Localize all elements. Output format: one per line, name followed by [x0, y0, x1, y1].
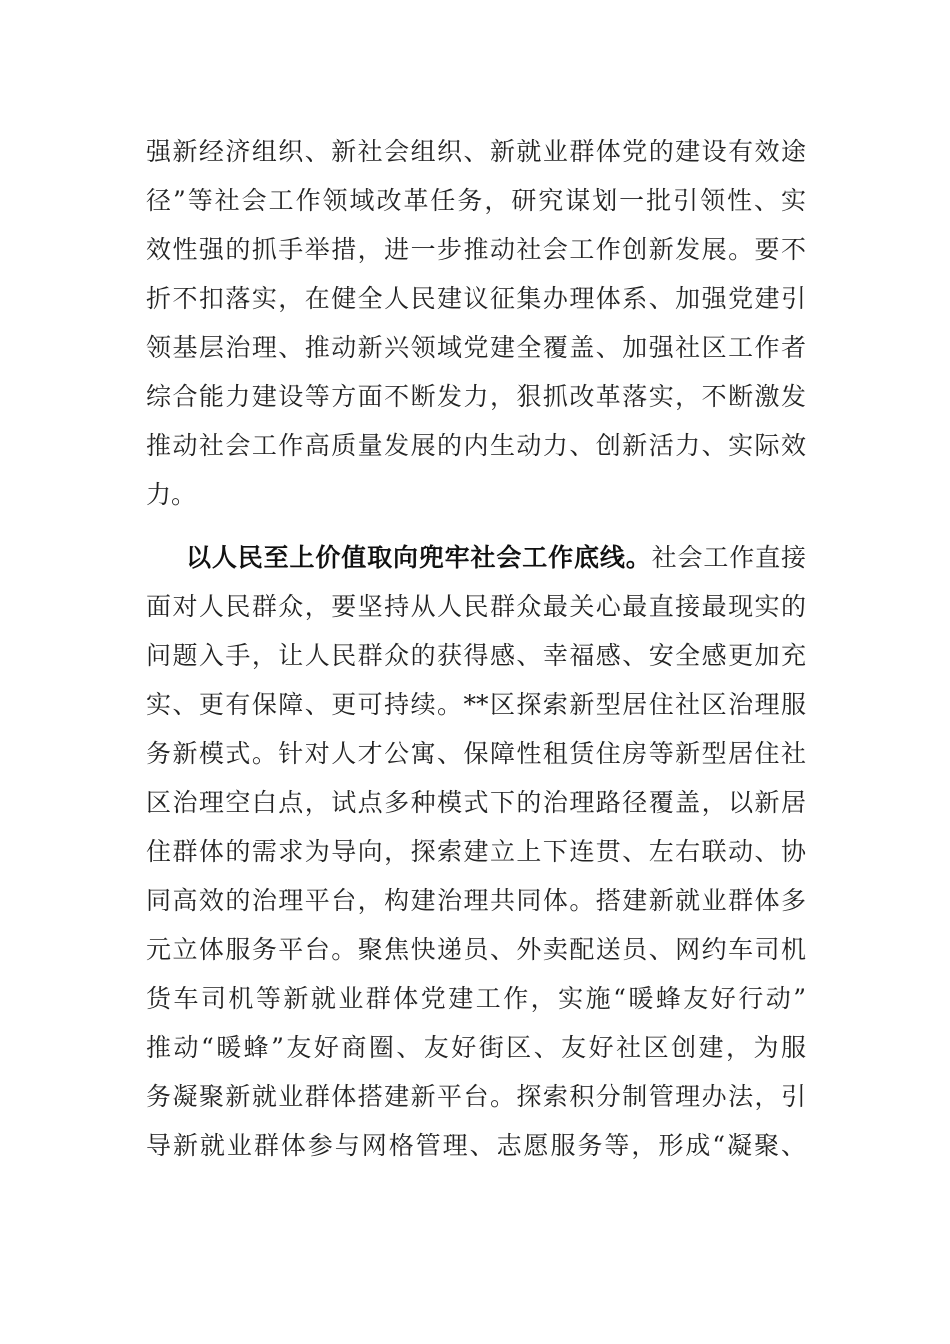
text-line	[186, 534, 806, 582]
text-line: 住群体的需求为导向，探索建立上下连贯、左右联动、协	[146, 837, 806, 866]
text-line: 务新模式。针对人才公寓、保障性租赁住房等新型居住社	[146, 739, 806, 768]
text-line: 务凝聚新就业群体搭建新平台。探索积分制管理办法，引	[146, 1082, 806, 1111]
text-line: 效性强的抓手举措，进一步推动社会工作创新发展。要不	[146, 235, 806, 264]
text-line: 推动“暖蜂”友好商圈、友好街区、友好社区创建，为服	[146, 1033, 806, 1062]
text-line: 折不扣落实，在健全人民建议征集办理体系、加强党建引	[146, 284, 806, 313]
text-line: 综合能力建设等方面不断发力，狠抓改革落实，不断激发	[146, 382, 806, 411]
text-span: 社会工作直接	[651, 543, 806, 572]
text-line: 问题入手，让人民群众的获得感、幸福感、安全感更加充	[146, 641, 806, 670]
text-line: 面对人民群众，要坚持从人民群众最关心最直接最现实的	[146, 592, 806, 621]
text-line: 货车司机等新就业群体党建工作，实施“暖蜂友好行动”	[146, 984, 806, 1013]
text-line: 径”等社会工作领域改革任务，研究谋划一批引领性、实	[146, 186, 806, 215]
text-line: 导新就业群体参与网格管理、志愿服务等，形成“凝聚、	[146, 1131, 806, 1160]
text-line: 强新经济组织、新社会组织、新就业群体党的建设有效途	[146, 137, 806, 166]
text-line: 元立体服务平台。聚焦快递员、外卖配送员、网约车司机	[146, 935, 806, 964]
text-line: 领基层治理、推动新兴领域党建全覆盖、加强社区工作者	[146, 333, 806, 362]
text-line: 推动社会工作高质量发展的内生动力、创新活力、实际效	[146, 431, 806, 460]
text-line: 区治理空白点，试点多种模式下的治理路径覆盖，以新居	[146, 788, 806, 817]
paragraph-heading: 以人民至上价值取向兜牢社会工作底线。	[186, 543, 652, 572]
text-line: 实、更有保障、更可持续。**区探索新型居住社区治理服	[146, 690, 806, 719]
text-line: 力。	[146, 480, 197, 509]
text-line: 同高效的治理平台，构建治理共同体。搭建新就业群体多	[146, 886, 806, 915]
